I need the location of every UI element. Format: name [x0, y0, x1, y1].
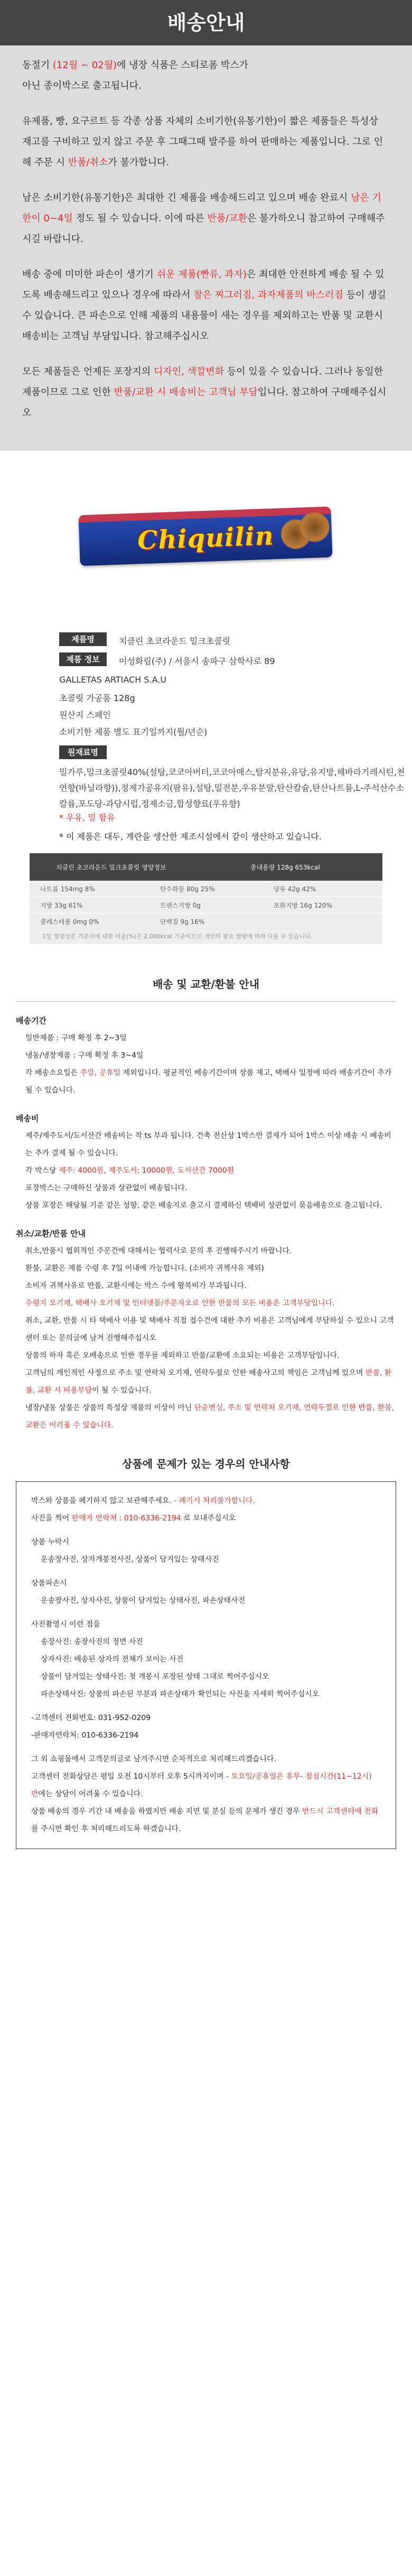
box-line: 상품이 담겨있는 상태사진: 첫 개봉시 포장된 상태 그대로 찍어주십시오 [41, 1673, 269, 1681]
box-line: 상품파손시 [31, 1579, 67, 1588]
winter-paragraph: 동절기 (12월 ~ 02월)에 냉장 식품은 스티로폼 박스가 아닌 종이박스로 출고됩니다. [22, 60, 248, 91]
period-title: 배송기간 [16, 1016, 46, 1025]
box-line: 상자사진: 배송된 상자의 전체가 보이는 사진 [41, 1655, 184, 1664]
box-line: 파손상태사진: 상품의 파손된 부분과 파손상태가 확인되는 사진을 자세히 찍어주십시오 [41, 1690, 320, 1698]
problem-box [16, 1481, 396, 1849]
box-line: 고객센터 전화상담은 평일 오전 10시부터 오후 5시까지이며 - 토요일/공휴일은 휴무- 점심시간(11~12시) 반에는 상담이 어려울 수 있습니다. [31, 1772, 372, 1798]
nutrition-footnote: 1일 영양성분 기준치에 대한 비율(%)은 2,000kcal 기준이므로 개인의 필요 열량에 따라 다를 수 있습니다. [42, 933, 313, 940]
delivery-guide [0, 0, 412, 451]
ingredients-tag: 원재료명 [59, 745, 107, 759]
nutrition-table [30, 853, 382, 944]
product-name: 치클린 초코라운드 밀크초콜릿 [119, 636, 231, 646]
product-name-tag: 제품명 [59, 632, 107, 646]
table-row: 지방 33g 61% 트랜스지방 0g 포화지방 16g 120% [30, 897, 382, 913]
box-line: 송장사진: 송장사진의 정면 사진 [41, 1638, 143, 1646]
product-info-value: 이성화림(주) / 서울시 송파구 삼학사로 89 [119, 656, 275, 666]
expiry: 소비기한 제품 별도 표기일까지(월/년순) [59, 727, 208, 737]
nutrition-header: 치클린 초코라운드 밀크초콜릿 영양정보 총내용량 128g 653kcal [30, 853, 382, 881]
return-line: 수령지 오기재, 택배사 오기재 및 인터넷몰/주문자오로 인한 반품의 모든 비용은 고객부담입니다. [25, 1299, 335, 1308]
box-line: -판매자연락처: 010-6336-2194 [31, 1731, 139, 1740]
product-image-section [0, 451, 412, 626]
origin: 원산지 스페인 [59, 710, 111, 720]
box-line: 박스와 상품을 폐기하지 않고 보관해주세요. - 폐기시 처리불가합니다. [31, 1497, 255, 1505]
fee-line: 각 박스당 제주: 4000원, 제주도서: 10000원, 도서산간 7000원 [25, 1166, 235, 1175]
remaining-expiry-paragraph: 남은 소비기한(유통기한)은 최대한 긴 제품을 배송해드리고 있으며 배송 완료시 남은 기한이 0~4일 정도 될 수 있습니다. 이에 따른 반품/교환은 불가하오니 참고하여 구매해주시길 바랍니다. [22, 192, 385, 245]
table-row: 나트륨 154mg 8% 탄수화물 80g 25% 당류 42g 42% [40, 885, 316, 893]
return-line: 취소, 교환, 반품 시 타 택배사 이용 및 택배사 직접 접수건에 대한 추가 비용은 고객님에게 부담하실 수 있으니 고객센터 또는 문의글에 남겨 진행해주십시오 [25, 1317, 394, 1342]
nutrition-grid [30, 881, 382, 929]
return-title: 취소/교환/반품 안내 [16, 1229, 86, 1238]
return-line: 소비자 귀책사유로 반품, 교환시에는 박스 수에 왕복비가 부과됩니다. [25, 1282, 247, 1290]
product-info [0, 626, 412, 853]
return-line: 냉장/냉동 상품은 상품의 특성상 제품의 이상이 아닌 단순변심, 주소 및 연락처 오기재, 연락두절로 인한 반품, 환불, 교환은 어려울 수 있습니다. [25, 1404, 394, 1430]
delivery-body [0, 45, 412, 423]
box-line: 상품 누락시 [31, 1538, 70, 1546]
design-change-paragraph: 모든 제품들은 언제든 포장지의 디자인, 색깔변화 등이 있을 수 있습니다. 그러나 동일한 제품이므로 그로 인한 반품/교환 시 배송비는 고객님 부담입니다. 참고하여 구매해주십시오 [22, 366, 387, 418]
return-line: 환불, 교환은 제품 수령 후 7일 이내에 가능합니다. (소비자 귀책사유 제외) [25, 1264, 264, 1273]
box-line: 사진촬영시 이런 점을 [31, 1620, 100, 1629]
period-line: 각 배송소요일은 주말, 공휴일 제외입니다. 평균적인 배송기간이며 상품 재고, 택배사 일정에 따라 배송기간이 추가 될 수 있습니다. [25, 1069, 392, 1095]
period-line: 냉동/냉장제품 : 구매 확정 후 3~4일 [25, 1051, 144, 1060]
return-line: 취소,반품시 협회적인 주문건에 대해서는 협력사로 문의 후 진행해주시기 바랍니다. [25, 1247, 292, 1255]
problem-title: 상품에 문제가 있는 경우의 안내사항 [122, 1458, 290, 1470]
box-line: 운송장사진, 상자개봉전사진, 상품이 담겨있는 상태사진 [41, 1555, 219, 1564]
facility-notice: * 이 제품은 대두, 계란을 생산한 제조시설에서 같이 생산하고 있습니다. [59, 832, 322, 842]
box-line: 상품 배송의 경우 기간 내 배송을 하였지만 배송 지연 및 분실 등의 문제가 생긴 경우 반드시 고객센터에 전화를 주시면 확인 후 처리해드리도록 하겠습니다. [31, 1807, 379, 1833]
short-expiry-paragraph: 유제품, 빵, 요구르트 등 각종 상품 자체의 소비기한(유통기한)이 짧은 제품들은 특성상 재고를 구비하고 있지 않고 주문 후 그때그때 발주를 하여 판매하는 제품입니다. 그로 인해 주문 시 반품/취소가 불가합니다. [22, 116, 383, 168]
exchange-title: 배송 및 교환/환불 안내 [16, 967, 396, 1002]
exchange-body [16, 1012, 396, 1849]
allergy-note: * 우유, 밀 함유 [59, 813, 115, 823]
period-line: 일반제품 : 구매 확정 후 2~3일 [25, 1034, 127, 1042]
delivery-title: 배송안내 [0, 0, 412, 45]
weight: 초콜릿 가공품 128g [59, 693, 135, 703]
ingredients: 밀가루,밀크초콜릿40%(설탕,코코아버터,코코아매스,탈지분유,유당,유지방,해바라기레시틴,천연향(바닐라향)),정제가공유지(팜유),설탕,밀전분,우유분말,탄산칼슘,탄산나트륨,L-주석산수소칼륨,포도당-과당시럽,정제소금,합성향료(우유향) [59, 767, 405, 809]
table-row: 콜레스테롤 0mg 0% 단백질 9g 16% [30, 913, 382, 930]
return-line: 상품의 하자 혹은 오배송으로 인한 경우를 제외하고 반품/교환에 소요되는 비용은 고객부담입니다. [25, 1351, 340, 1360]
box-line: -고객센터 전화번호: 031-952-0209 [31, 1714, 151, 1722]
fee-line: 제주/제주도서/도서산간 배송비는 착 ts 부과 됩니다. 건축 전산상 1박스만 결제가 되어 1박스 이상 배송 시 배송비는 추가 결제 될 수 있습니다. [25, 1132, 391, 1158]
box-line: 사진을 찍어 판매자 연락처 : 010-6336-2194 로 보내주십시오 [31, 1514, 236, 1523]
box-line: 운송장사진, 상자사진, 상품이 담겨있는 상태사진, 파손상태사진 [41, 1597, 246, 1605]
cookie-icon [299, 512, 330, 543]
exchange-refund-guide [16, 967, 396, 1849]
product-package-image [78, 507, 332, 566]
box-line: 그 외 쇼핑몰에서 고객문의글로 남겨주시면 순차적으로 처리해드리겠습니다. [31, 1755, 276, 1763]
fee-line: 상품 포장은 해당될 기준 같은 성향, 같은 배송지로 출고시 결제하신 택배비 상관없이 묶음배송으로 출고됩니다. [25, 1201, 382, 1210]
product-info-tag: 제품 정보 [59, 652, 107, 666]
manufacturer: GALLETAS ARTIACH S.A.U [59, 675, 167, 685]
brand-logo: Chiquilin [137, 521, 275, 556]
return-line: 고객님의 개인적인 사정으로 주소 및 연락처 오기재, 연락두절로 인한 배송사고의 책임은 고객님께 있으며 반품, 환불, 교환 시 비용부담이 될 수 있습니다. [25, 1369, 392, 1395]
damage-paragraph: 배송 중에 미미한 파손이 생기기 쉬운 제품(빤류, 과자)은 최대한 안전하게 배송 될 수 있도록 배송해드리고 있으나 경우에 따라서 찰은 찌그러짐, 과자제품의 바스러짐 등이 생길 수 있습니다. 큰 파손으로 인해 제품의 내용물이 새는 경우를 제외하고는 반품 및 교환시 배송비는 고객님 부담입니다. 참고해주십시오 [22, 269, 386, 342]
fee-line: 포장박스는 구매하신 상품과 상관없이 배송됩니다. [25, 1184, 188, 1192]
fee-title: 배송비 [16, 1114, 39, 1123]
